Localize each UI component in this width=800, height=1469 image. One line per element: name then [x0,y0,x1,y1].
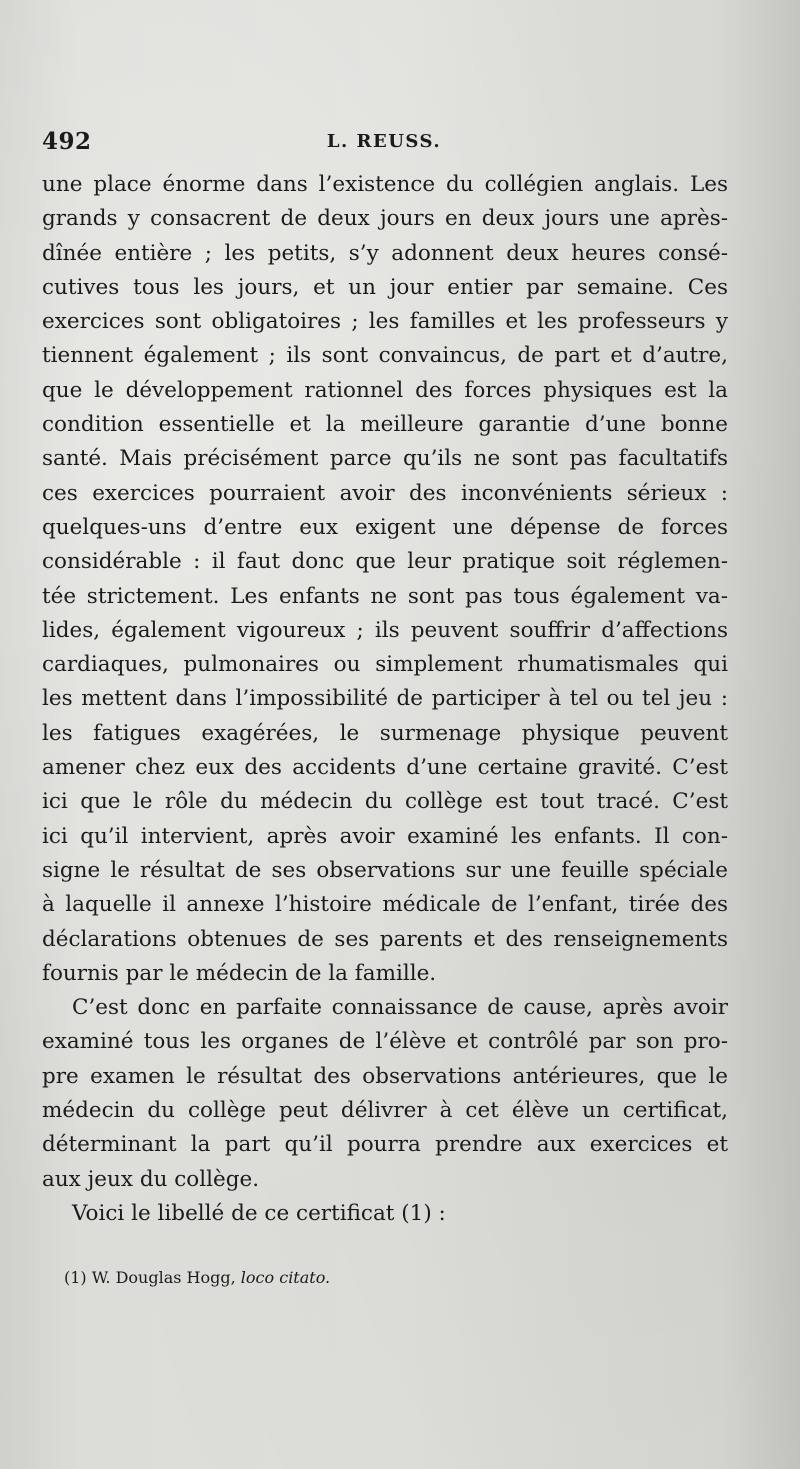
text-line: tée strictement. Les enfants ne sont pas tous également va- [42,583,728,609]
text-line: grands y consacrent de deux jours en deux jours une après- [42,206,728,232]
text-line: ici que le rôle du médecin du collège est tout tracé. C’est [42,789,728,815]
text-line: dînée entière ; les petits, s’y adonnent deux heures consé- [42,240,728,266]
text-line: exercices sont obligatoires ; les familles et les professeurs y [42,309,728,335]
running-head: L. REUSS. [326,131,442,152]
text-line: que le développement rationnel des forces physiques est la [42,377,728,403]
text-line: les mettent dans l’impossibilité de participer à tel ou tel jeu : [42,686,728,712]
text-line: cardiaques, pulmonaires ou simplement rhumatismales qui [42,652,728,678]
text-line: déterminant la part qu’il pourra prendre aux exercices et [42,1132,728,1158]
text-line: médecin du collège peut délivrer à cet élève un certificat, [42,1098,728,1124]
footnote-marker: (1) [64,1268,87,1287]
text-line: Voici le libellé de ce certificat (1) : [72,1200,446,1226]
text-line: à laquelle il annexe l’histoire médicale de l’enfant, tirée des [42,892,728,918]
text-line: C’est donc en parfaite connaissance de cause, après avoir [72,995,728,1021]
footnote-author: W. Douglas Hogg, [91,1268,236,1287]
text-line: tiennent également ; ils sont convaincus, de part et d’autre, [42,343,728,369]
text-line: signe le résultat de ses observations sur une feuille spéciale [42,857,728,883]
text-line: cutives tous les jours, et un jour entier par semaine. Ces [42,274,728,300]
text-line: déclarations obtenues de ses parents et des renseignements [42,926,728,952]
footnote [64,1266,330,1290]
page-number: 492 [42,128,92,155]
text-line: une place énorme dans l’existence du collégien anglais. Les [42,172,728,197]
footnote-citation: loco citato. [240,1268,331,1287]
text-line: condition essentielle et la meilleure garantie d’une bonne [42,412,728,438]
text-line: ici qu’il intervient, après avoir examiné les enfants. Il con- [42,823,728,849]
text-line: amener chez eux des accidents d’une certaine gravité. C’est [42,755,728,781]
text-line: lides, également vigoureux ; ils peuvent souffrir d’affections [42,617,728,643]
text-line: pre examen le résultat des observations antérieures, que le [42,1063,728,1089]
text-line: examiné tous les organes de l’élève et contrôlé par son pro- [42,1029,728,1055]
text-line: fournis par le médecin de la famille. [42,960,437,986]
text-line: aux jeux du collège. [42,1166,260,1192]
text-line: santé. Mais précisément parce qu’ils ne sont pas facultatifs [42,446,728,472]
text-line: les fatigues exagérées, le surmenage physique peuvent [42,720,728,746]
text-line: ces exercices pourraient avoir des inconvénients sérieux : [42,480,728,506]
page-header [42,128,726,162]
text-line: considérable : il faut donc que leur pratique soit réglemen- [42,549,728,575]
text-line: quelques-uns d’entre eux exigent une dépense de forces [42,514,728,540]
body-text [42,168,728,1231]
